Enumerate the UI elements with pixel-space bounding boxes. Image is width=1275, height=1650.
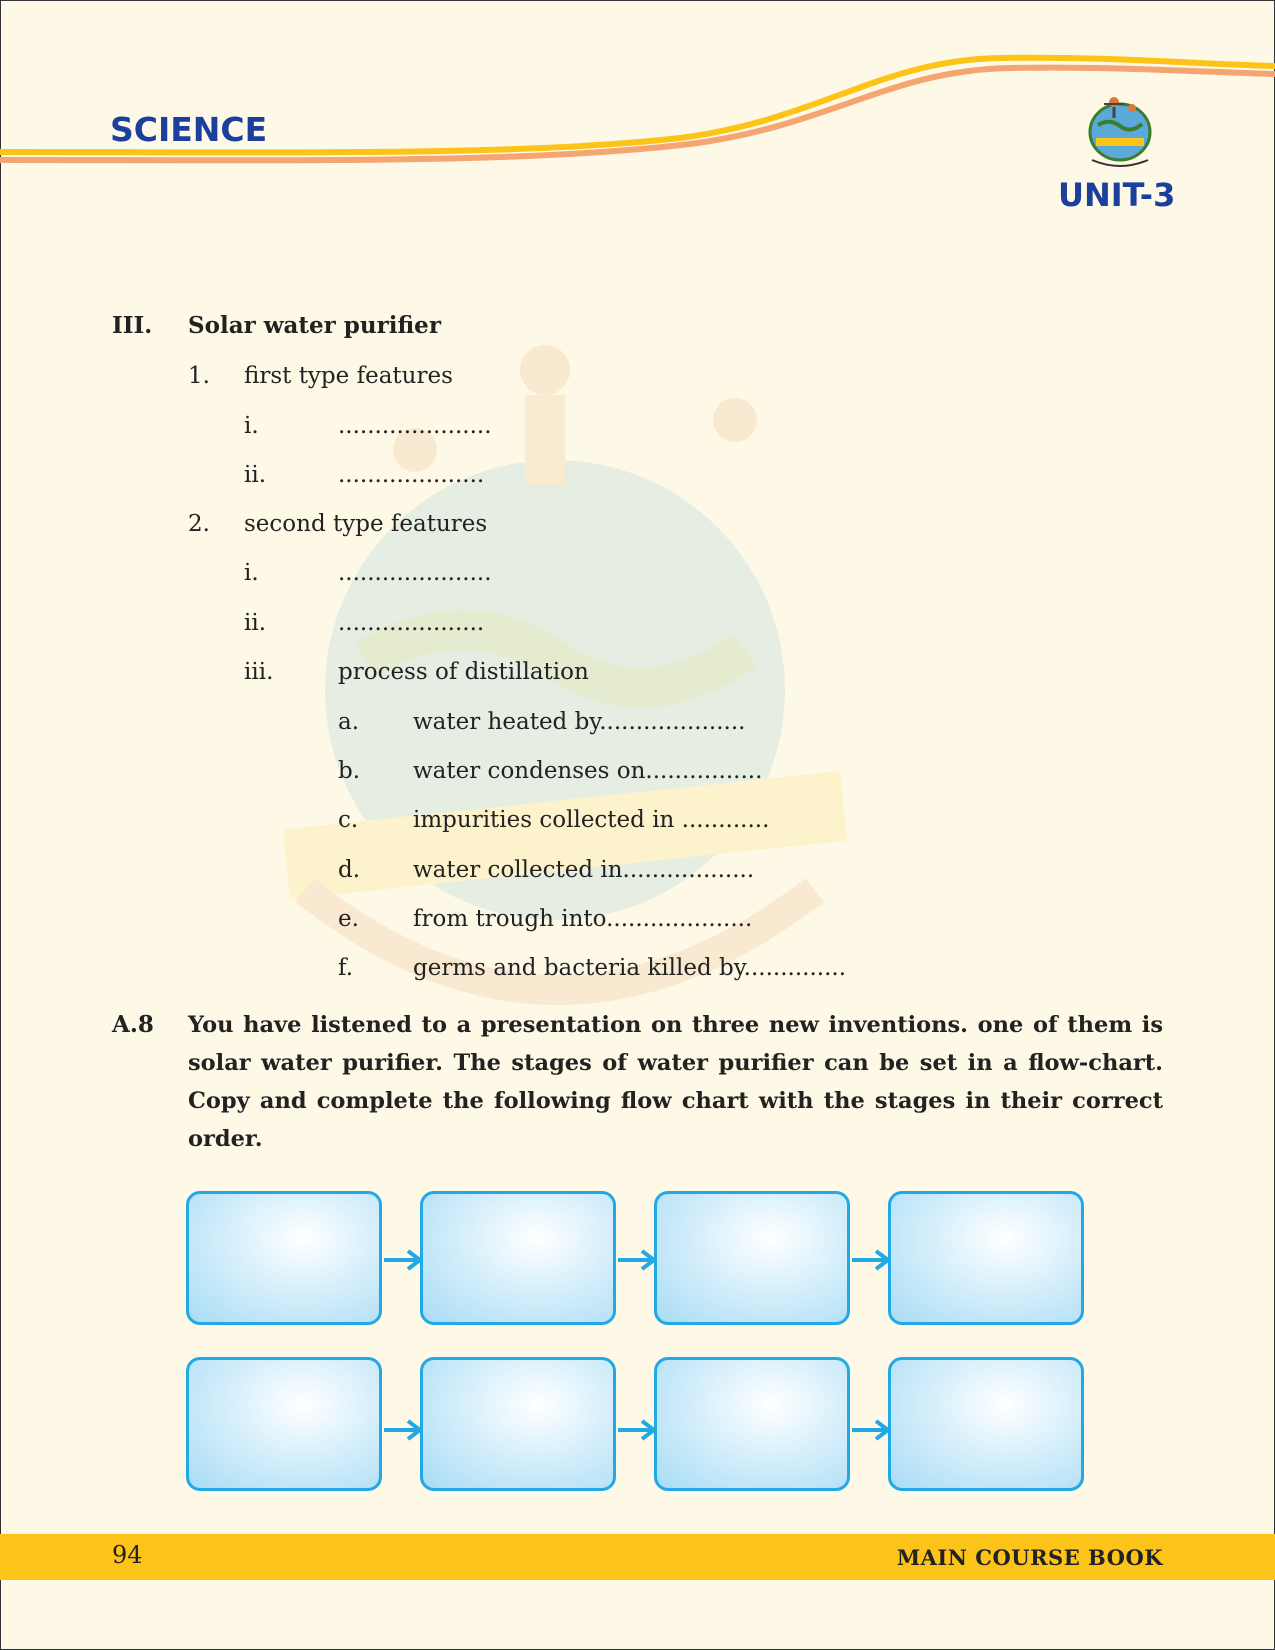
subitem-marker: i.	[244, 413, 259, 439]
step-marker: e.	[338, 906, 359, 932]
step-text: water heated by....................	[413, 709, 746, 735]
step-marker: c.	[338, 807, 359, 833]
arrow-right-icon	[618, 1248, 658, 1272]
school-logo-icon	[1070, 80, 1170, 175]
step-text: from trough into....................	[413, 906, 753, 932]
arrow-right-icon	[384, 1418, 424, 1442]
step-marker: b.	[338, 758, 361, 784]
subitem-blank: .....................	[338, 413, 492, 439]
item-label: second type features	[244, 511, 488, 537]
arrow-right-icon	[384, 1248, 424, 1272]
step-marker: d.	[338, 857, 361, 883]
item-label: first type features	[244, 363, 453, 389]
flow-box	[654, 1357, 850, 1491]
flow-box	[186, 1357, 382, 1491]
step-text: germs and bacteria killed by..............	[413, 955, 847, 981]
subitem-marker: ii.	[244, 610, 267, 636]
question-text: You have listened to a presentation on three new inventions. one of them is solar water purifier. The stages of water purifier can be set in a flow-chart. Copy and complete the following flow chart with the stages in their correct order.	[188, 1012, 1163, 1152]
subitem-blank: .....................	[338, 560, 492, 586]
subitem-marker: i.	[244, 560, 259, 586]
flow-box	[888, 1357, 1084, 1491]
step-marker: f.	[338, 955, 354, 981]
arrow-right-icon	[618, 1418, 658, 1442]
subitem-blank: ....................	[338, 610, 485, 636]
arrow-right-icon	[852, 1418, 892, 1442]
question-number: A.8	[112, 1011, 154, 1038]
subitem-blank: ....................	[338, 462, 485, 488]
flow-box	[888, 1191, 1084, 1325]
item-number: 1.	[188, 363, 210, 389]
subject-title: SCIENCE	[110, 110, 268, 149]
arrow-right-icon	[852, 1248, 892, 1272]
flow-box	[420, 1357, 616, 1491]
step-text: water condenses on................	[413, 758, 763, 784]
section-title: Solar water purifier	[188, 312, 441, 339]
page-number: 94	[112, 1541, 143, 1569]
step-text: water collected in..................	[413, 857, 755, 883]
subitem-marker: iii.	[244, 659, 274, 685]
flow-box	[654, 1191, 850, 1325]
flow-box	[186, 1191, 382, 1325]
section-number: III.	[112, 312, 153, 339]
unit-label: UNIT-3	[1058, 176, 1176, 214]
item-number: 2.	[188, 511, 210, 537]
step-text: impurities collected in ............	[413, 807, 770, 833]
subitem-text: process of distillation	[338, 659, 589, 685]
flow-box	[420, 1191, 616, 1325]
book-title: MAIN COURSE BOOK	[896, 1545, 1163, 1570]
subitem-marker: ii.	[244, 462, 267, 488]
step-marker: a.	[338, 709, 360, 735]
